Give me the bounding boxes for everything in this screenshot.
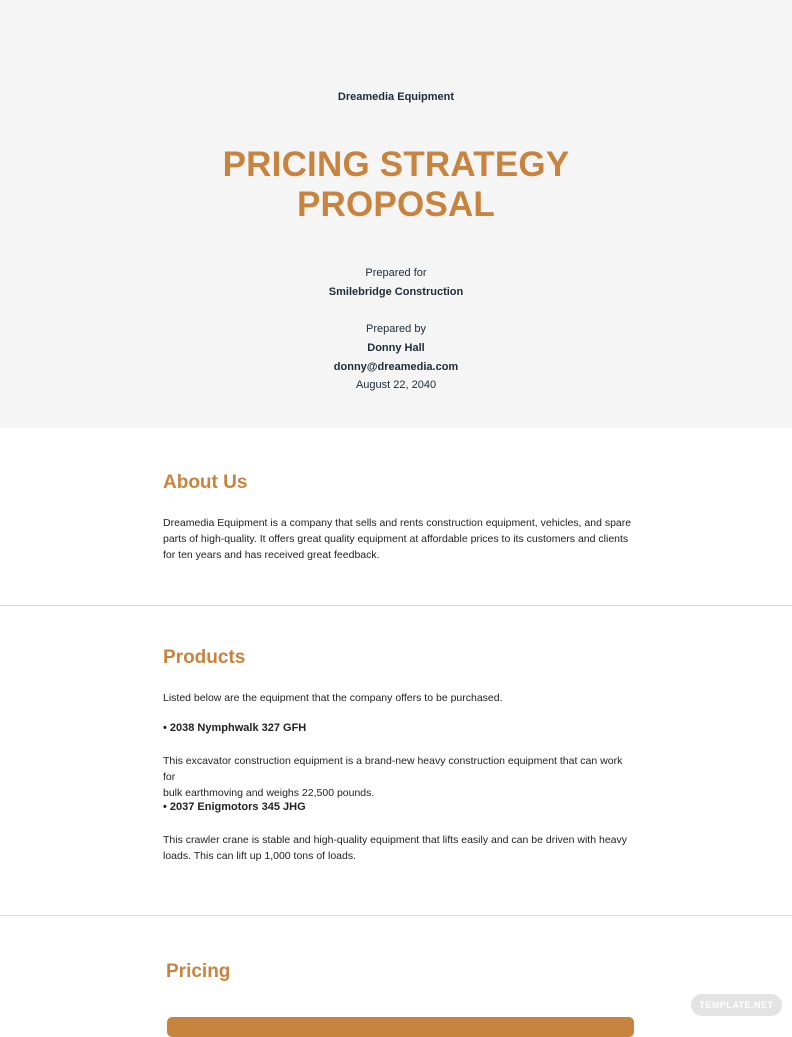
- prepared-for-client: Smilebridge Construction: [328, 286, 464, 298]
- company-name: Dreamedia Equipment: [337, 91, 455, 103]
- pricing-heading: Pricing: [166, 961, 231, 982]
- product-item-name: • 2038 Nymphwalk 327 GFH: [163, 722, 307, 734]
- product-desc-line: bulk earthmoving and weighs 22,500 pounds.: [163, 787, 375, 799]
- product-item-description: [163, 753, 633, 801]
- about-line-3: for ten years and has received great feedback.: [163, 549, 380, 561]
- product-item-name: • 2037 Enigmotors 345 JHG: [163, 801, 306, 813]
- section-divider: [0, 915, 792, 916]
- about-line-1: Dreamedia Equipment is a company that sells and rents construction equipment, vehicles, and spare: [163, 517, 632, 529]
- product-desc-line: loads. This can lift up 1,000 tons of loads.: [163, 850, 357, 862]
- products-intro: Listed below are the equipment that the company offers to be purchased.: [163, 692, 503, 704]
- section-divider: [0, 605, 792, 606]
- about-us-text: [163, 515, 633, 563]
- title-line-1: PRICING STRATEGY: [222, 145, 570, 184]
- about-us-heading: About Us: [163, 472, 248, 493]
- contact-email[interactable]: donny@dreamedia.com: [333, 361, 459, 373]
- product-desc-line: This crawler crane is stable and high-quality equipment that lifts easily and can be driven with heavy: [163, 834, 627, 846]
- about-line-2: parts of high-quality. It offers great quality equipment at affordable prices to its customers and clients: [163, 533, 629, 545]
- products-heading: Products: [163, 647, 246, 668]
- prepared-for-label: Prepared for: [365, 267, 427, 279]
- title-line-2: PROPOSAL: [296, 185, 495, 224]
- document-date: August 22, 2040: [355, 379, 437, 391]
- template-watermark[interactable]: TEMPLATE.NET: [691, 994, 782, 1016]
- cover-section: [0, 0, 792, 428]
- product-desc-line: This excavator construction equipment is a brand-new heavy construction equipment that can work for: [163, 755, 623, 783]
- pricing-table-header: [167, 1017, 634, 1037]
- prepared-by-name: Donny Hall: [367, 342, 425, 354]
- prepared-by-label: Prepared by: [366, 323, 426, 335]
- product-item-description: [163, 832, 633, 864]
- document-title: [0, 145, 792, 225]
